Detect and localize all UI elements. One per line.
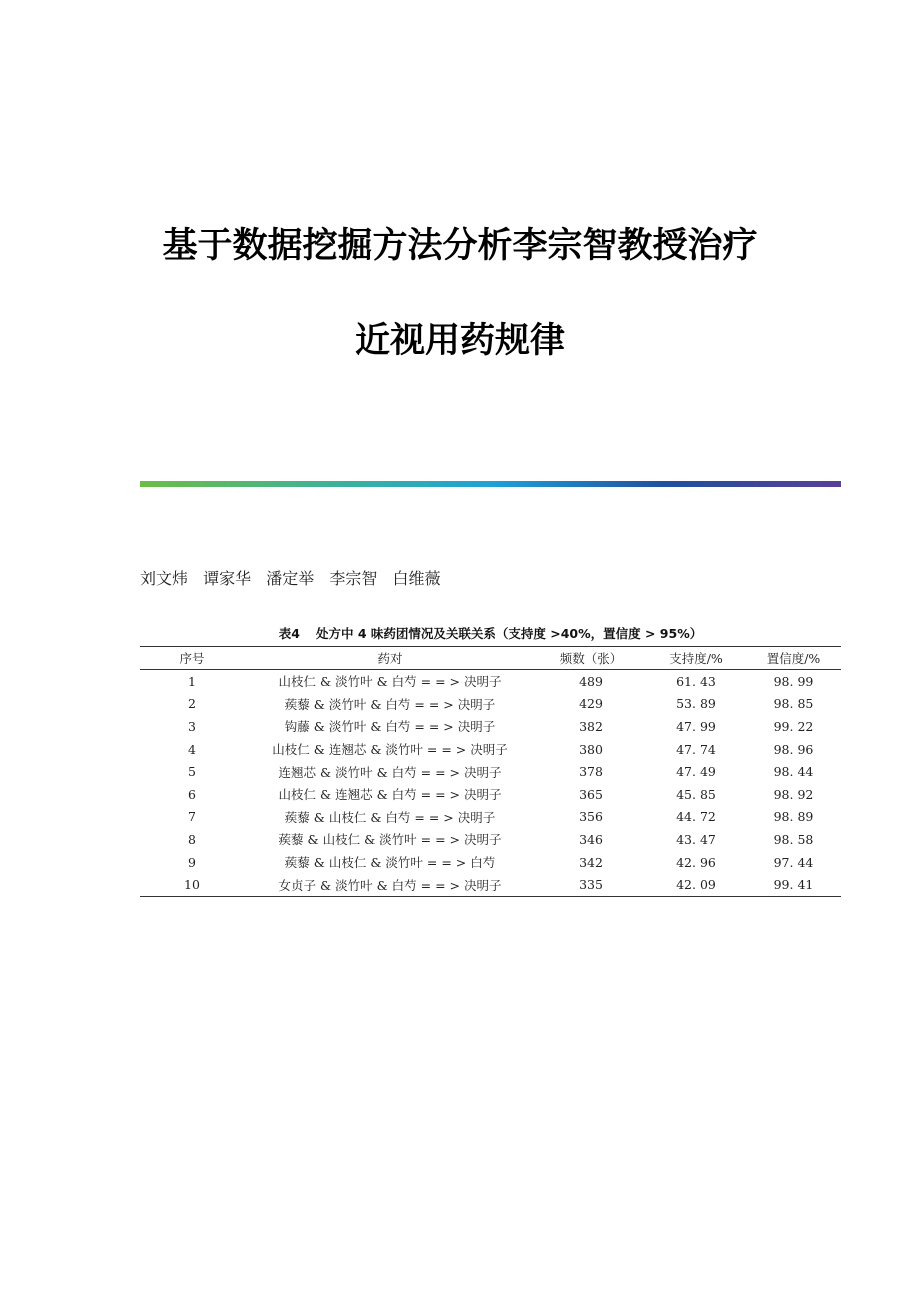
cell-support: 43. 47 bbox=[676, 831, 716, 847]
cell-herb-combo: 山枝仁 & 连翘芯 & 白芍 = = > 决明子 bbox=[278, 787, 502, 803]
header-confidence: 置信度/% bbox=[746, 647, 841, 670]
cell-confidence: 98. 85 bbox=[773, 696, 814, 712]
table-row bbox=[140, 693, 841, 716]
cell-frequency: 378 bbox=[579, 764, 603, 780]
cell-index: 6 bbox=[188, 786, 196, 802]
cell-confidence: 99. 22 bbox=[773, 718, 814, 734]
cell-herb-combo: 蒺藜 & 淡竹叶 & 白芍 = = > 决明子 bbox=[284, 696, 496, 712]
cell-index: 4 bbox=[188, 741, 196, 757]
paper-title-line-1: 基于数据挖掘方法分析李宗智教授治疗 bbox=[162, 225, 758, 266]
cell-support: 53. 89 bbox=[676, 696, 716, 712]
author-name: 潘定举 bbox=[266, 569, 315, 588]
cell-herb-combo: 蒺藜 & 山枝仁 & 白芍 = = > 决明子 bbox=[284, 809, 496, 825]
table-row bbox=[140, 760, 841, 783]
table-row bbox=[140, 715, 841, 738]
cell-confidence: 98. 99 bbox=[773, 673, 814, 689]
cell-frequency: 489 bbox=[579, 673, 603, 689]
cell-support: 44. 72 bbox=[676, 809, 716, 825]
cell-support: 45. 85 bbox=[676, 786, 716, 802]
author-list bbox=[140, 566, 450, 589]
cell-frequency: 380 bbox=[579, 741, 603, 757]
table-row bbox=[140, 873, 841, 896]
cell-herb-combo: 女贞子 & 淡竹叶 & 白芍 = = > 决明子 bbox=[244, 873, 536, 896]
cell-frequency: 382 bbox=[579, 718, 603, 734]
cell-herb-combo: 钩藤 & 淡竹叶 & 白芍 = = > 决明子 bbox=[284, 719, 496, 735]
cell-frequency: 365 bbox=[579, 786, 603, 802]
cell-herb-combo: 蒺藜 & 山枝仁 & 淡竹叶 = = > 决明子 bbox=[278, 832, 502, 848]
paper-title-line-2: 近视用药规律 bbox=[354, 320, 565, 361]
cell-frequency: 346 bbox=[579, 831, 603, 847]
cell-confidence: 98. 96 bbox=[773, 741, 814, 757]
cell-index: 1 bbox=[188, 673, 196, 689]
cell-support: 47. 99 bbox=[676, 718, 716, 734]
cell-confidence: 98. 89 bbox=[773, 809, 814, 825]
table-row bbox=[140, 738, 841, 761]
header-frequency: 频数（张） bbox=[536, 647, 646, 670]
author-name: 李宗智 bbox=[329, 569, 378, 588]
table-header-row bbox=[140, 647, 841, 670]
cell-support: 47. 74 bbox=[676, 741, 716, 757]
association-rules-table bbox=[140, 646, 841, 897]
cell-index: 2 bbox=[188, 696, 196, 712]
header-herb-combo: 药对 bbox=[244, 647, 536, 670]
table-caption-number: 表4 bbox=[278, 626, 300, 641]
cell-frequency: 356 bbox=[579, 809, 603, 825]
cell-herb-combo: 连翘芯 & 淡竹叶 & 白芍 = = > 决明子 bbox=[278, 764, 502, 780]
table-row bbox=[140, 670, 841, 693]
cell-herb-combo: 山枝仁 & 连翘芯 & 淡竹叶 = = > 决明子 bbox=[272, 742, 508, 758]
cell-confidence: 99. 41 bbox=[746, 873, 841, 896]
cell-confidence: 97. 44 bbox=[773, 854, 814, 870]
gradient-divider bbox=[140, 481, 841, 487]
cell-index: 8 bbox=[188, 831, 196, 847]
cell-index: 9 bbox=[188, 854, 196, 870]
table-row bbox=[140, 851, 841, 874]
cell-herb-combo: 山枝仁 & 淡竹叶 & 白芍 = = > 决明子 bbox=[278, 674, 502, 690]
table-row bbox=[140, 783, 841, 806]
cell-index: 3 bbox=[188, 718, 196, 734]
cell-frequency: 335 bbox=[536, 873, 646, 896]
cell-index: 7 bbox=[188, 809, 196, 825]
header-support: 支持度/% bbox=[646, 647, 746, 670]
cell-support: 42. 96 bbox=[676, 854, 716, 870]
table-row bbox=[140, 806, 841, 829]
cell-support: 47. 49 bbox=[676, 764, 716, 780]
author-name: 白维薇 bbox=[392, 569, 441, 588]
author-name: 谭家华 bbox=[203, 569, 252, 588]
cell-confidence: 98. 44 bbox=[773, 764, 814, 780]
cell-index: 10 bbox=[140, 873, 244, 896]
cell-frequency: 342 bbox=[579, 854, 603, 870]
cell-support: 61. 43 bbox=[676, 673, 716, 689]
cell-index: 5 bbox=[188, 764, 196, 780]
cell-frequency: 429 bbox=[579, 696, 603, 712]
cell-confidence: 98. 58 bbox=[773, 831, 814, 847]
table-caption bbox=[140, 624, 841, 642]
author-name: 刘文炜 bbox=[140, 569, 189, 588]
table-caption-text: 处方中 4 味药团情况及关联关系（支持度 >40%，置信度 > 95%） bbox=[315, 626, 703, 641]
header-index: 序号 bbox=[140, 647, 244, 670]
cell-support: 42. 09 bbox=[646, 873, 746, 896]
table-row bbox=[140, 828, 841, 851]
cell-confidence: 98. 92 bbox=[773, 786, 814, 802]
cell-herb-combo: 蒺藜 & 山枝仁 & 淡竹叶 = = > 白芍 bbox=[284, 855, 496, 871]
